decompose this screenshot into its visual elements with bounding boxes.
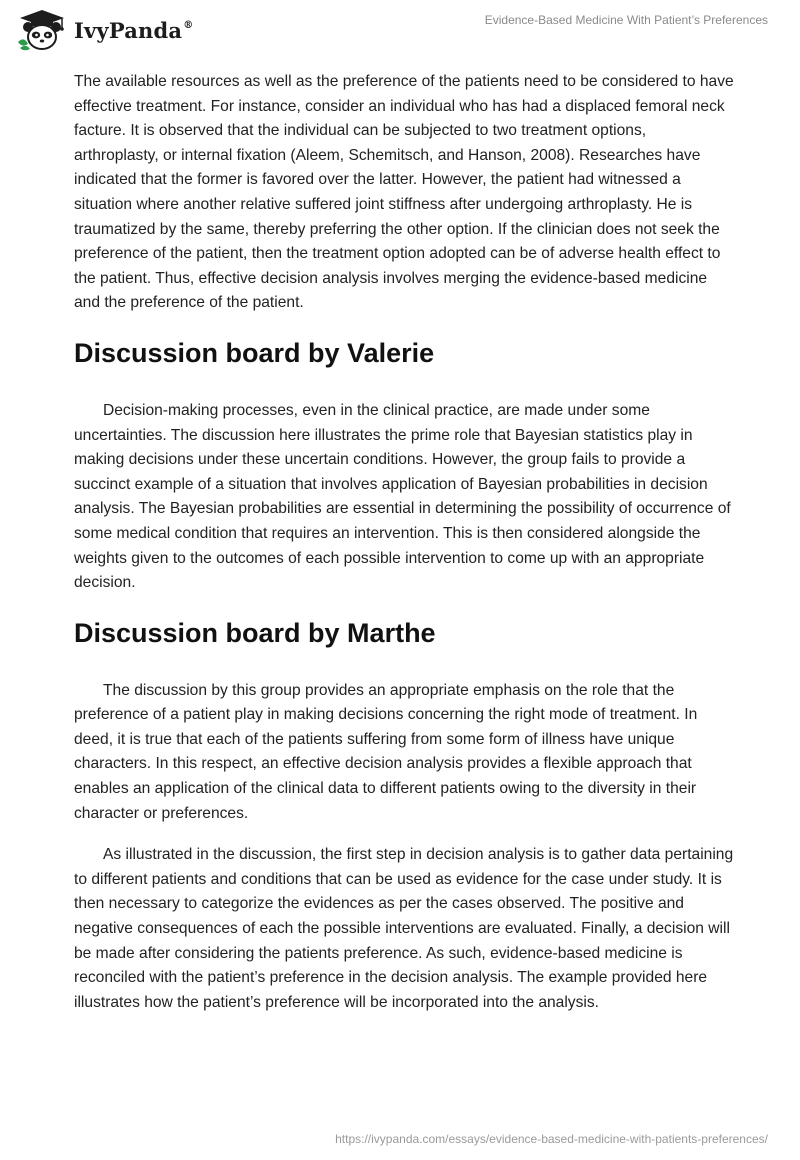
marthe-paragraph-1: The discussion by this group provides an appropriate emphasis on the role that the preference of a patient play in making decisions concerning the right mode of treatment. In deed, it is true that each of the patients suffering from some form of illness have unique characters. In this respect, an effective decision analysis provides a flexible approach that enables an application of the clinical data to different patients owing to the diversity in their character or preferences. <box>74 681 698 822</box>
brand-name <box>74 18 193 43</box>
brand-name-text: IvyPanda <box>74 17 183 43</box>
ivypanda-logo[interactable] <box>14 8 193 52</box>
section-heading-marthe: Discussion board by Marthe <box>74 617 436 648</box>
registered-mark: ® <box>183 19 194 31</box>
section-heading-valerie: Discussion board by Valerie <box>74 337 435 368</box>
panda-graduate-icon <box>14 8 70 52</box>
essay-body <box>74 70 734 1015</box>
page-header <box>0 0 800 60</box>
intro-paragraph: The available resources as well as the preference of the patients need to be considered to have effective treatment. For instance, consider an individual who has had a displaced femoral neck facture. It is observed that the individual can be subjected to two treatment options, arthroplasty, or internal fixation (Aleem, Schemitsch, and Hanson, 2008). Researches have indicated that the former is favored over the latter. However, the patient had witnessed a situation where another relative suffered joint stiffness after undergoing arthroplasty. He is traumatized by the same, thereby preferring the other option. If the clinician does not seek the preference of the patient, then the treatment option adopted can be of adverse health effect to the patient. Thus, effective decision analysis involves merging the evidence-based medicine and the preference of the patient. <box>74 73 734 312</box>
valerie-paragraph: Decision-making processes, even in the clinical practice, are made under some uncertainties. The discussion here illustrates the prime role that Bayesian statistics play in making decisions under these uncertain conditions. However, the group fails to provide a succinct example of a situation that involves application of Bayesian probabilities in decision analysis. The Bayesian probabilities are essential in determining the possibility of occurrence of some medical condition that requires an intervention. This is then considered alongside the weights given to the outcomes of each possible intervention to come up with an appropriate decision. <box>74 401 731 592</box>
document-title: Evidence-Based Medicine With Patient’s Preferences <box>484 13 768 27</box>
source-url-link[interactable]: https://ivypanda.com/essays/evidence-based-medicine-with-patients-preferences/ <box>335 1132 768 1146</box>
marthe-paragraph-2: As illustrated in the discussion, the first step in decision analysis is to gather data pertaining to different patients and conditions that can be used as evidence for the case under study. It is then necessary to categorize the evidences as per the cases observed. The positive and negative consequences of each the possible interventions are evaluated. Finally, a decision will be made after considering the patients preference. As such, evidence-based medicine is reconciled with the patient’s preference in the decision analysis. The example provided here illustrates how the patient’s preference will be incorporated into the analysis. <box>74 846 734 1011</box>
